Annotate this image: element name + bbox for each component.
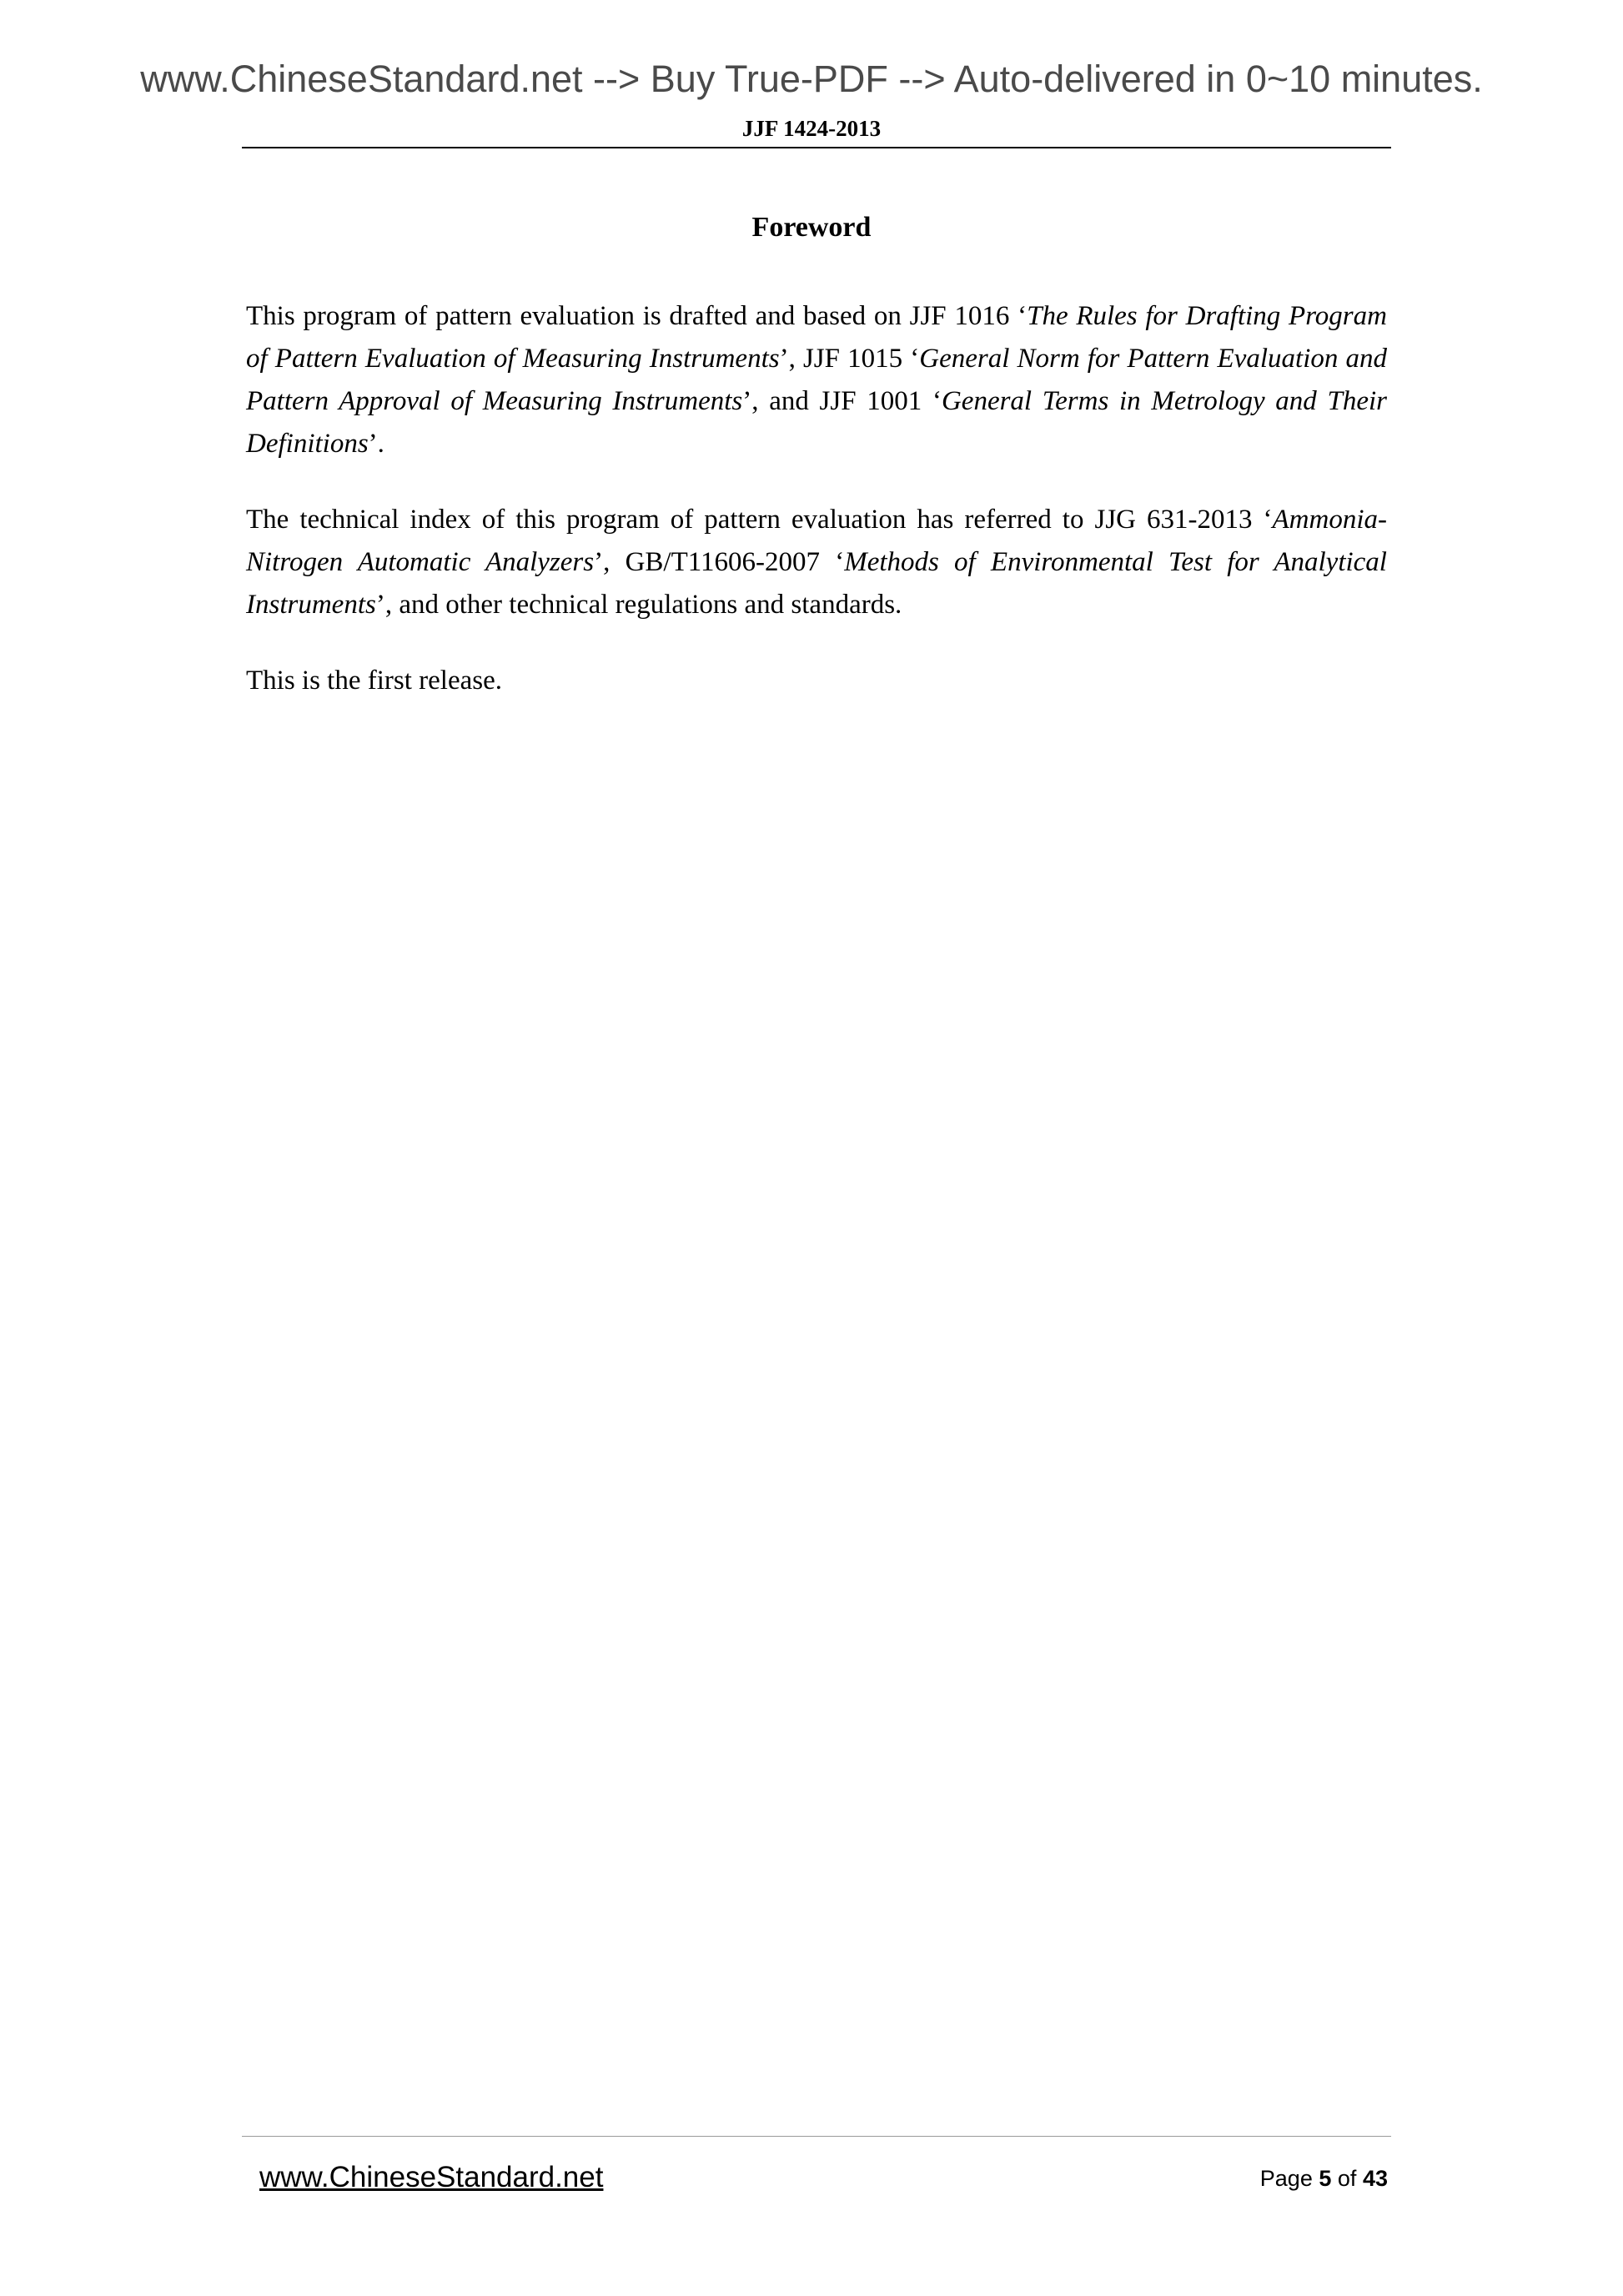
header-divider [242, 147, 1391, 148]
text-segment: ’. [368, 429, 384, 459]
text-segment: ’, and other technical regulations and standards. [375, 590, 902, 620]
cited-title: Ammonia-Nitrogen Automatic Analyzers [246, 505, 1387, 577]
paragraph-drafting-basis [246, 295, 1387, 465]
text-segment: ’, GB/T11606-2007 ‘ [594, 547, 845, 577]
cited-title: General Norm for Pattern Evaluation and Pattern Approval of Measuring Instruments [246, 344, 1387, 416]
text-segment: ’, and JJF 1001 ‘ [742, 386, 942, 416]
cited-title: General Terms in Metrology and Their Definitions [246, 386, 1387, 459]
text-segment: The technical index of this program of pattern evaluation has referred to JJG 631-2013 ‘ [246, 505, 1273, 535]
text-segment: This program of pattern evaluation is drafted and based on JJF 1016 ‘ [246, 301, 1028, 331]
cited-title: Methods of Environmental Test for Analytical Instruments [246, 547, 1387, 620]
page-of: of [1337, 2166, 1357, 2191]
page-total: 43 [1362, 2166, 1388, 2191]
top-banner: www.ChineseStandard.net --> Buy True-PDF --> Auto-delivered in 0~10 minutes. [140, 58, 1483, 100]
footer-site-link[interactable]: www.ChineseStandard.net [259, 2161, 604, 2193]
paragraph-technical-index [246, 499, 1387, 626]
footer-divider [242, 2136, 1391, 2137]
text-segment: ’, JJF 1015 ‘ [779, 344, 920, 374]
page-current: 5 [1319, 2166, 1332, 2191]
page-number [1260, 2168, 1388, 2190]
document-body [246, 295, 1387, 736]
page-title: Foreword [751, 212, 872, 243]
cited-title: The Rules for Drafting Program of Pattern Evaluation of Measuring Instruments [246, 301, 1387, 374]
paragraph-release-note: This is the first release. [246, 666, 502, 696]
page-word: Page [1259, 2166, 1313, 2191]
document-code: JJF 1424-2013 [741, 116, 882, 141]
